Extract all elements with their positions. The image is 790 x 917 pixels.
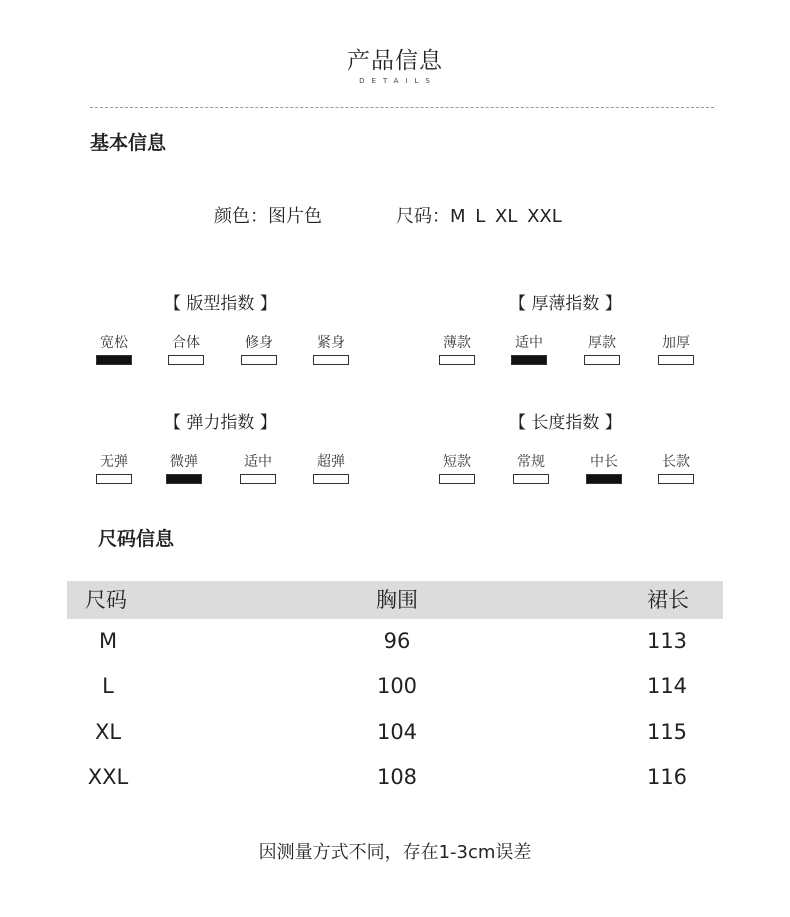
cell-size: XL [94, 719, 122, 744]
length-option-1 [513, 452, 549, 484]
fit-option-3 [313, 333, 349, 365]
table-header-row [67, 581, 723, 619]
option-label: 修身 [245, 335, 273, 351]
option-indicator [166, 474, 202, 484]
table-row [67, 755, 723, 800]
length-option-3 [658, 452, 694, 484]
option-indicator [168, 355, 204, 365]
option-label: 无弹 [100, 454, 128, 470]
option-indicator [313, 355, 349, 365]
option-label: 长款 [662, 454, 690, 470]
elasticity-option-2 [240, 452, 276, 484]
option-indicator [513, 474, 549, 484]
length-index-title: 【 长度指数 】 [509, 413, 622, 433]
elasticity-option-0 [96, 452, 132, 484]
option-indicator [439, 355, 475, 365]
fit-option-2 [241, 333, 277, 365]
size-info-heading: 尺码信息 [98, 528, 175, 550]
option-label: 超弹 [317, 454, 345, 470]
option-label: 宽松 [100, 335, 128, 351]
size-info: 尺码：M L XL XXL [396, 206, 562, 227]
cell-bust: 104 [376, 719, 418, 744]
table-row [67, 664, 723, 709]
option-label: 薄款 [443, 335, 471, 351]
length-option-0 [439, 452, 475, 484]
elasticity-option-3 [313, 452, 349, 484]
option-label: 常规 [517, 454, 545, 470]
table-row [67, 710, 723, 755]
thickness-option-3 [658, 333, 694, 365]
size-table [67, 581, 723, 800]
cell-size: XXL [87, 764, 129, 789]
cell-length: 115 [646, 719, 688, 744]
cell-length: 113 [646, 629, 688, 653]
option-indicator [586, 474, 622, 484]
cell-bust: 96 [383, 629, 411, 653]
option-indicator [240, 474, 276, 484]
thickness-option-1 [511, 333, 547, 365]
option-label: 紧身 [317, 335, 345, 351]
option-label: 短款 [443, 454, 471, 470]
thickness-option-2 [584, 333, 620, 365]
option-indicator [96, 355, 132, 365]
option-label: 微弹 [170, 454, 198, 470]
thickness-index-title: 【 厚薄指数 】 [509, 294, 622, 314]
fit-index-title: 【 版型指数 】 [164, 294, 277, 314]
header-size: 尺码 [85, 588, 127, 612]
option-label: 适中 [244, 454, 272, 470]
basic-info-heading: 基本信息 [90, 132, 167, 154]
measurement-note: 因测量方式不同，存在1-3cm误差 [258, 842, 532, 863]
table-row [67, 619, 723, 664]
option-label: 厚款 [588, 335, 616, 351]
option-label: 适中 [515, 335, 543, 351]
elasticity-option-1 [166, 452, 202, 484]
page-subtitle: DETAILS [359, 77, 437, 85]
color-info: 颜色：图片色 [214, 206, 322, 227]
option-indicator [658, 474, 694, 484]
thickness-option-0 [439, 333, 475, 365]
cell-length: 116 [646, 764, 688, 789]
option-label: 中长 [590, 454, 618, 470]
option-indicator [439, 474, 475, 484]
length-option-2 [586, 452, 622, 484]
header-length: 裙长 [647, 588, 689, 612]
cell-size: M [98, 629, 118, 653]
option-indicator [584, 355, 620, 365]
fit-option-0 [96, 333, 132, 365]
option-label: 加厚 [662, 335, 690, 351]
fit-option-1 [168, 333, 204, 365]
option-indicator [511, 355, 547, 365]
option-indicator [96, 474, 132, 484]
page-title: 产品信息 [347, 48, 443, 74]
header-bust: 胸围 [376, 588, 418, 612]
dashed-divider [90, 107, 714, 108]
cell-size: L [102, 674, 114, 699]
cell-bust: 108 [376, 764, 418, 789]
option-indicator [658, 355, 694, 365]
option-label: 合体 [172, 335, 200, 351]
elasticity-index-title: 【 弹力指数 】 [164, 413, 277, 433]
cell-length: 114 [646, 674, 688, 699]
cell-bust: 100 [376, 674, 418, 699]
option-indicator [313, 474, 349, 484]
option-indicator [241, 355, 277, 365]
